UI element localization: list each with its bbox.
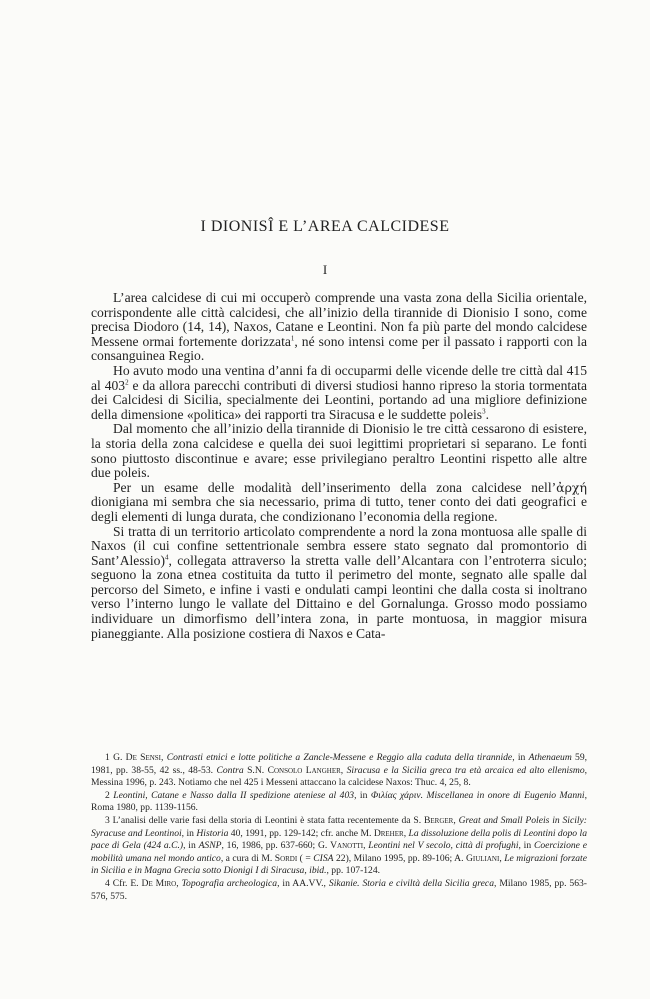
author-name: Berger <box>423 814 454 826</box>
greek-word: ἀρχή <box>556 479 587 495</box>
footnote <box>91 878 587 903</box>
text-run: S.N. <box>243 764 268 776</box>
italic-text: Coercizione e mobilità umana nel mondo antico <box>91 840 587 864</box>
text-run: 59, 1981, pp. 38-55, 42 ss., 48-53. <box>91 752 588 776</box>
text-run: , Milano 1985, pp. 563-576, 575. <box>91 877 588 902</box>
text-run: L’area calcidese di cui mi occuperò comprende una vasta zona della Sicilia orientale, corrispondente alle città calcidesi, che all’inizio della tirannide di Dionisio I sono, come precisa Diodoro (14, 14), Naxos, Catane e Leontini. Non fa più parte del mondo calcidese Messene ormai fortemente dorizzata <box>91 290 587 349</box>
text-run: 4 <box>105 877 113 889</box>
italic-text: ASNP <box>198 840 222 852</box>
text-run: 2 <box>105 789 114 801</box>
author-name: Sordi <box>274 852 298 864</box>
author-name: De Sensi <box>125 752 162 763</box>
italic-text: La dissoluzione della polis di Leontini dopo la pace di Gela (424 a.C.) <box>91 827 587 852</box>
author-name: Vanotti <box>330 840 364 852</box>
text-run: , <box>340 764 347 776</box>
section-number: I <box>322 262 328 277</box>
footnote-ref: 3 <box>482 407 486 416</box>
chapter-title: I DIONISÎ E L’AREA CALCIDESE <box>200 218 450 235</box>
text-run: 22), Milano 1995, pp. 89-106; A. <box>333 852 466 864</box>
footnote-ref: 2 <box>125 378 129 387</box>
text-run: G. <box>113 752 126 763</box>
italic-text: Le migrazioni forzate in Sicilia e in Magna Grecia sotto Dionigi I di Siracusa <box>91 852 587 877</box>
italic-text: Contra <box>216 764 244 776</box>
text-run: ( = <box>297 852 314 864</box>
text-run: Ho avuto modo una ventina d’anni fa di occuparmi delle vicende delle tre città dal 415 al 403 <box>91 362 587 393</box>
paragraph <box>91 422 587 480</box>
text-run: , in <box>354 789 371 801</box>
paragraph <box>91 364 587 422</box>
text-run: , <box>499 852 505 864</box>
text-run: , né sono intensi come per il passato i rapporti con la consanguinea Regio. <box>91 333 587 364</box>
text-run: 3 <box>105 814 113 826</box>
italic-text: Sikanie. Storia e civiltà della Sicilia greca <box>328 877 494 889</box>
text-run: , collegata attraverso la stretta valle dell’Alcantara con l’entroterra siculo; seguono la zona etnea costituita da tutto il perimetro del monte, segnato alle spalle dal percorso del Simeto, e infine i vasti e ondulati campi leontini che dalla costa si inoltrano verso l’interno lungo le vallate del Dittaino e del Gornalunga. Grosso modo possiamo individuare un dimorfismo dell’intera zona, in parte montuosa, in maggior misura pianeggiante. Alla posizione costiera di Naxos e Cata- <box>91 552 587 641</box>
italic-text: CISA <box>313 852 334 864</box>
footnote-ref: 1 <box>290 334 295 343</box>
body-text <box>91 291 587 641</box>
text-run: , pp. 107-124. <box>326 865 381 877</box>
text-run: , a cura di M. <box>220 852 275 864</box>
text-run: , <box>453 814 459 826</box>
text-run: , in <box>512 752 529 763</box>
text-run: Dal momento che all’inizio della tirannide di Dionisio le tre città cessarono di esistere, la storia della zona calcidese e quella dei suoi legittimi proprietari si separano. Le fonti sono piuttosto discontinue e avare; esse privilegiano peraltro Leontini rispetto alle altre due poleis. <box>91 421 587 481</box>
text-run: Si tratta di un territorio articolato comprendente a nord la zona montuosa alle spalle di Naxos (il cui confine settentrionale sembra essere stato segnato dal promontorio di Sant’Alessio) <box>91 523 587 568</box>
italic-text: Leontini, Catane e Nasso dalla II spedizione ateniese al 403 <box>113 789 355 801</box>
text-run: L’analisi delle varie fasi della storia di Leontini è stata fatta recentemente da S. <box>112 814 424 826</box>
text-run: 40, 1991, pp. 129-142; cfr. anche M. <box>228 827 374 839</box>
text-run: , in <box>183 840 199 852</box>
italic-text: Historia <box>196 827 229 839</box>
author-name: Dreher <box>373 827 404 839</box>
text-run: , <box>161 752 167 763</box>
footnote <box>91 815 587 878</box>
author-name: Consolo Langher <box>267 764 341 776</box>
footnotes <box>91 752 587 903</box>
text-run: , Roma 1980, pp. 1139-1156. <box>91 789 588 814</box>
footnote-ref: 4 <box>165 553 169 562</box>
footnote <box>91 790 587 815</box>
text-run: , Messina 1996, p. 243. Notiamo che nel 425 i Messeni attaccano la calcidese Naxos: Thuc. 4, 25, 8. <box>91 764 588 789</box>
text-run: e da allora parecchi contributi di diversi studiosi hanno ripreso la storia tormentata dei Calcidesi di Sicilia, specialmente dei Leontini, portando ad una migliore definizione della dimensione «politica» dei rapporti tra Siracusa e le suddette poleis <box>91 377 587 422</box>
text-run: , in <box>518 840 534 852</box>
paragraph <box>91 525 587 642</box>
text-run: Per un esame delle modalità dell’inserimento della zona calcidese nell’ <box>113 479 557 495</box>
italic-text: ibid. <box>309 865 327 877</box>
author-name: De Miro <box>141 877 177 889</box>
text-run: , in <box>181 827 197 839</box>
text-run: , <box>176 877 182 889</box>
text-run: dionigiana mi sembra che sia necessario, prima di tutto, tener conto dei dati geografici e degli elementi di lunga durata, che condizionano l’economia della regione. <box>91 494 587 524</box>
author-name: Giuliani <box>465 852 500 864</box>
text-run: Cfr. E. <box>112 877 142 889</box>
italic-text: Siracusa e la Sicilia greca tra età arcaica ed alto ellenismo <box>346 764 585 776</box>
text-run: 1 <box>105 752 114 763</box>
text-run: , <box>403 827 409 839</box>
text-run: . <box>485 406 489 422</box>
text-run: , <box>304 865 310 877</box>
text-run: , 16, 1986, pp. 637-660; G. <box>221 840 331 852</box>
text-run: , in AA.VV., <box>277 877 329 889</box>
paragraph <box>91 291 587 364</box>
italic-text: Great and Small Poleis in Sicily: Syracuse and Leontinoi <box>91 814 587 839</box>
italic-text: Leontini nel V secolo, città di profughi <box>368 840 519 852</box>
footnote <box>91 752 587 790</box>
italic-text: Φιλίας χάριν. Miscellanea in onore di Eugenio Manni <box>370 789 585 801</box>
italic-text: Athenaeum <box>528 752 572 763</box>
italic-text: Contrasti etnici e lotte politiche a Zancle-Messene e Reggio alla caduta della tirannide <box>166 752 513 763</box>
italic-text: Topografia archeologica <box>181 877 278 889</box>
paragraph <box>91 481 587 525</box>
text-run: , <box>363 840 369 852</box>
